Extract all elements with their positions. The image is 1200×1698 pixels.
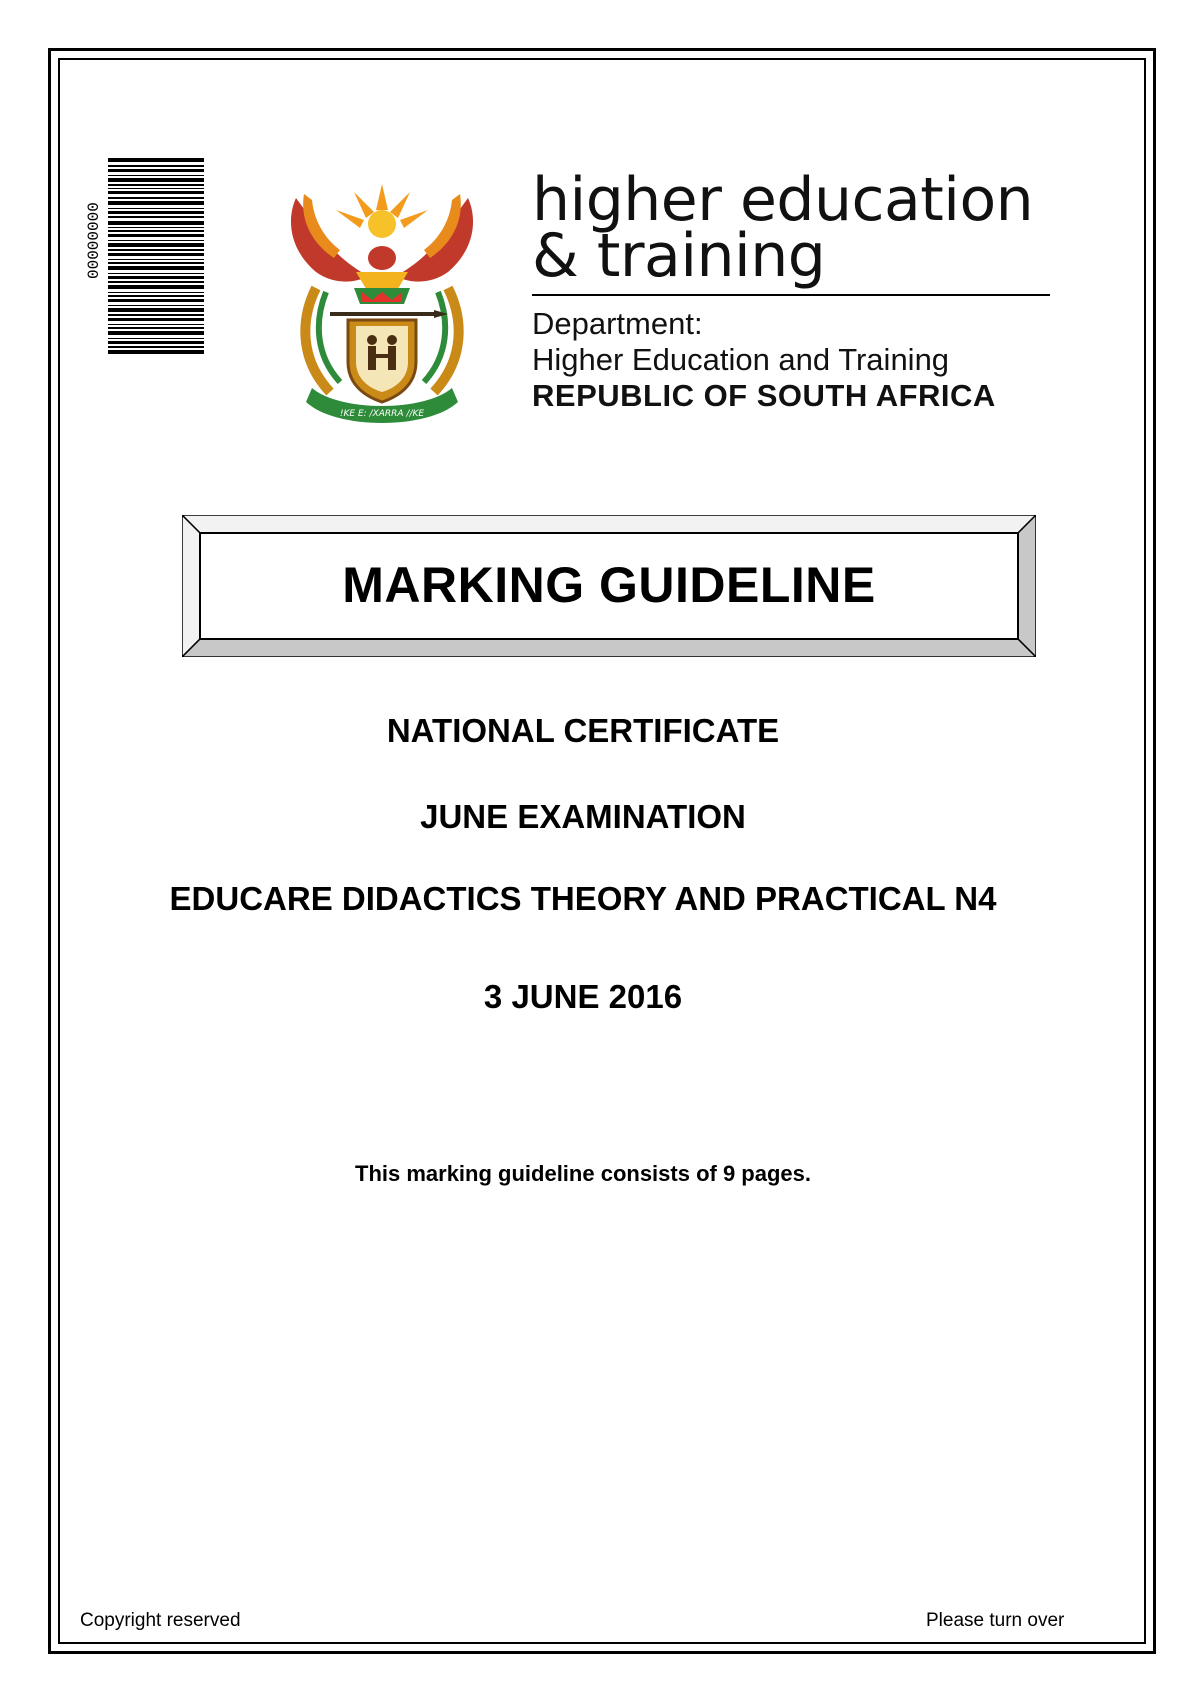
department-logotype bbox=[532, 165, 1052, 291]
svg-text:!KE E: /XARRA //KE: !KE E: /XARRA //KE bbox=[339, 409, 425, 419]
certificate-line: NATIONAL CERTIFICATE bbox=[386, 712, 780, 749]
document-title: MARKING GUIDELINE bbox=[342, 557, 876, 613]
country-name: REPUBLIC OF SOUTH AFRICA bbox=[532, 378, 996, 413]
examination-line: JUNE EXAMINATION bbox=[420, 798, 746, 835]
coat-of-arms-emblem bbox=[276, 180, 488, 432]
logo-underline bbox=[532, 294, 1050, 296]
barcode bbox=[108, 158, 204, 354]
barcode-number: 00000000 bbox=[85, 202, 103, 279]
page-count-note: This marking guideline consists of 9 pages. bbox=[355, 1161, 811, 1186]
exam-date: 3 JUNE 2016 bbox=[483, 978, 683, 1015]
department-name: Higher Education and Training bbox=[532, 342, 950, 377]
department-label: Department: bbox=[532, 306, 703, 341]
subject-line: EDUCARE DIDACTICS THEORY AND PRACTICAL N4 bbox=[169, 880, 997, 917]
logo-text-training: & training bbox=[532, 221, 826, 291]
department-name-block bbox=[532, 306, 1072, 414]
footer-turn-over: Please turn over bbox=[926, 1610, 1065, 1631]
footer-copyright: Copyright reserved bbox=[80, 1610, 241, 1631]
title-banner bbox=[182, 515, 1036, 657]
logo-text-higher-education: higher education bbox=[532, 165, 1034, 235]
